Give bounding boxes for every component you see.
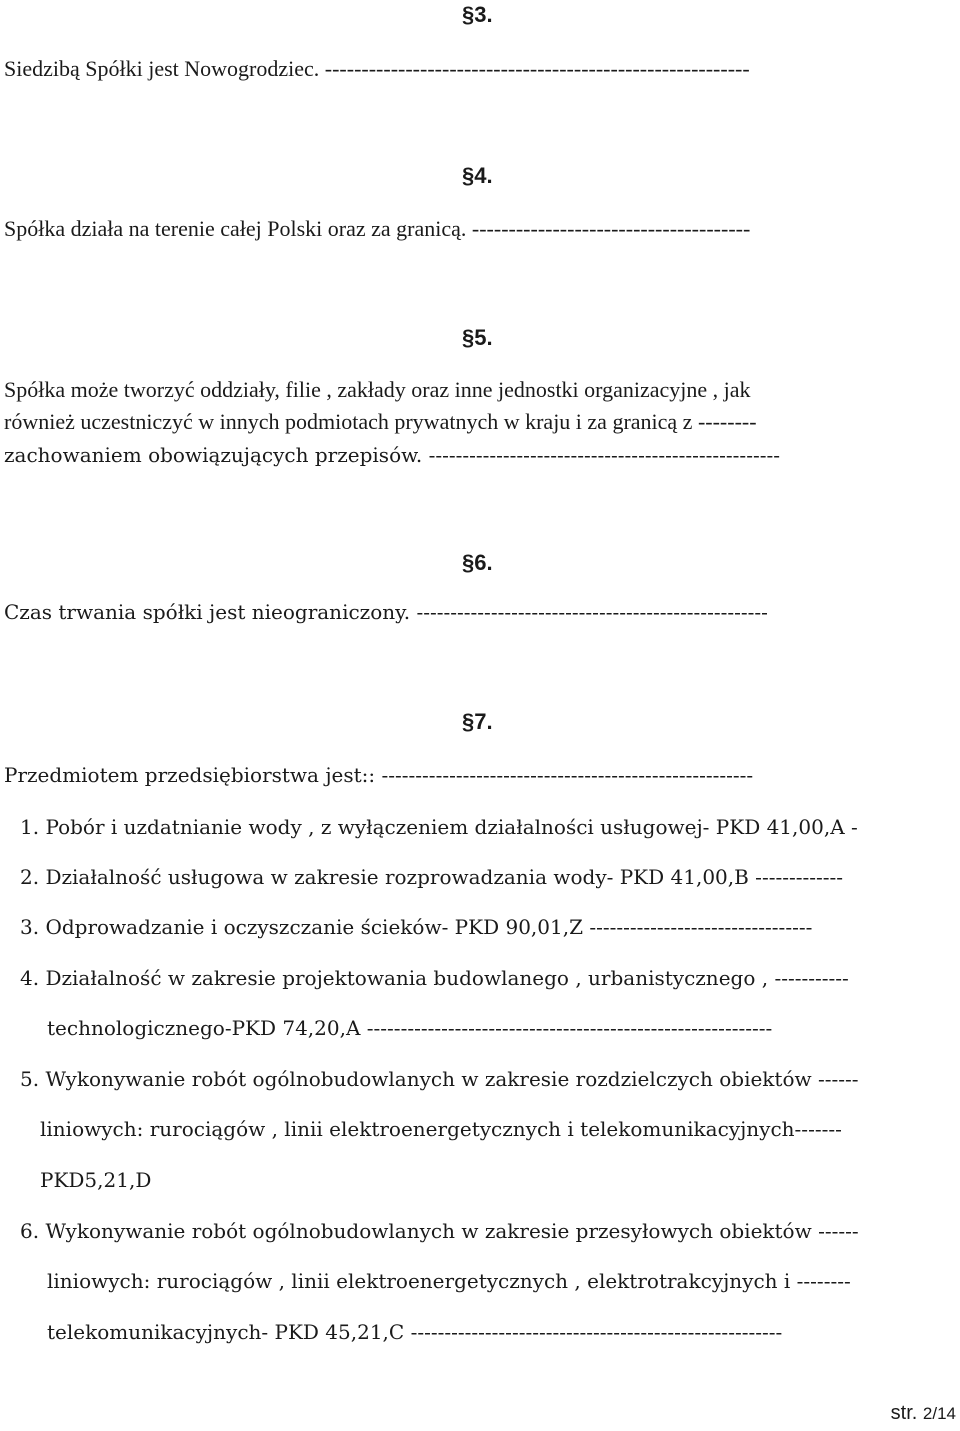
- list-item: 6. Wykonywanie robót ogólnobudowlanych w zakresie przesyłowych obiektów ------: [20, 1219, 859, 1243]
- list-item: 5. Wykonywanie robót ogólnobudowlanych w zakresie rozdzielczych obiektów ------: [20, 1067, 859, 1091]
- list-item-continuation: liniowych: rurociągów , linii elektroenergetycznych , elektrotrakcyjnych i --------: [47, 1269, 851, 1293]
- list-item-continuation: telekomunikacyjnych- PKD 45,21,C -------------------------------------------------------: [47, 1320, 783, 1344]
- page-number-prefix: str.: [890, 1402, 923, 1424]
- list-item-continuation: liniowych: rurociągów , linii elektroenergetycznych i telekomunikacyjnych-------: [40, 1117, 842, 1141]
- section-3-text: Siedzibą Spółki jest Nowogrodziec. ----------------------------------------------------------: [4, 56, 750, 81]
- list-item: 2. Działalność usługowa w zakresie rozprowadzania wody- PKD 41,00,B -------------: [20, 865, 844, 889]
- section-4-heading: §4.: [462, 163, 493, 188]
- list-item-continuation: technologicznego-PKD 74,20,A ------------------------------------------------------------: [47, 1016, 773, 1040]
- section-5-line-1: Spółka może tworzyć oddziały, filie , zakłady oraz inne jednostki organizacyjne , jak: [4, 377, 751, 402]
- section-3-heading: §3.: [462, 2, 493, 27]
- section-4-text: Spółka działa na terenie całej Polski oraz za granicą. --------------------------------------: [4, 216, 751, 241]
- section-5-line-3: zachowaniem obowiązujących przepisów. ----------------------------------------------------: [4, 443, 780, 467]
- list-item: 4. Działalność w zakresie projektowania budowlanego , urbanistycznego , -----------: [20, 966, 849, 990]
- page-number: [891, 1402, 956, 1425]
- section-5-line-2: również uczestniczyć w innych podmiotach prywatnych w kraju i za granicą z --------: [4, 409, 757, 434]
- section-7-intro: Przedmiotem przedsiębiorstwa jest:: -------------------------------------------------------: [4, 763, 754, 787]
- list-item: 1. Pobór i uzdatnianie wody , z wyłączeniem działalności usługowej- PKD 41,00,A -: [20, 815, 858, 839]
- page-number-value: 2/14: [922, 1404, 956, 1423]
- section-5-heading: §5.: [462, 325, 493, 350]
- section-6-text: Czas trwania spółki jest nieograniczony. ----------------------------------------------------: [4, 600, 768, 624]
- list-item-continuation: PKD5,21,D: [40, 1168, 152, 1192]
- section-6-heading: §6.: [462, 550, 493, 575]
- section-7-heading: §7.: [462, 709, 493, 734]
- list-item: 3. Odprowadzanie i oczyszczanie ścieków- PKD 90,01,Z ---------------------------------: [20, 915, 813, 939]
